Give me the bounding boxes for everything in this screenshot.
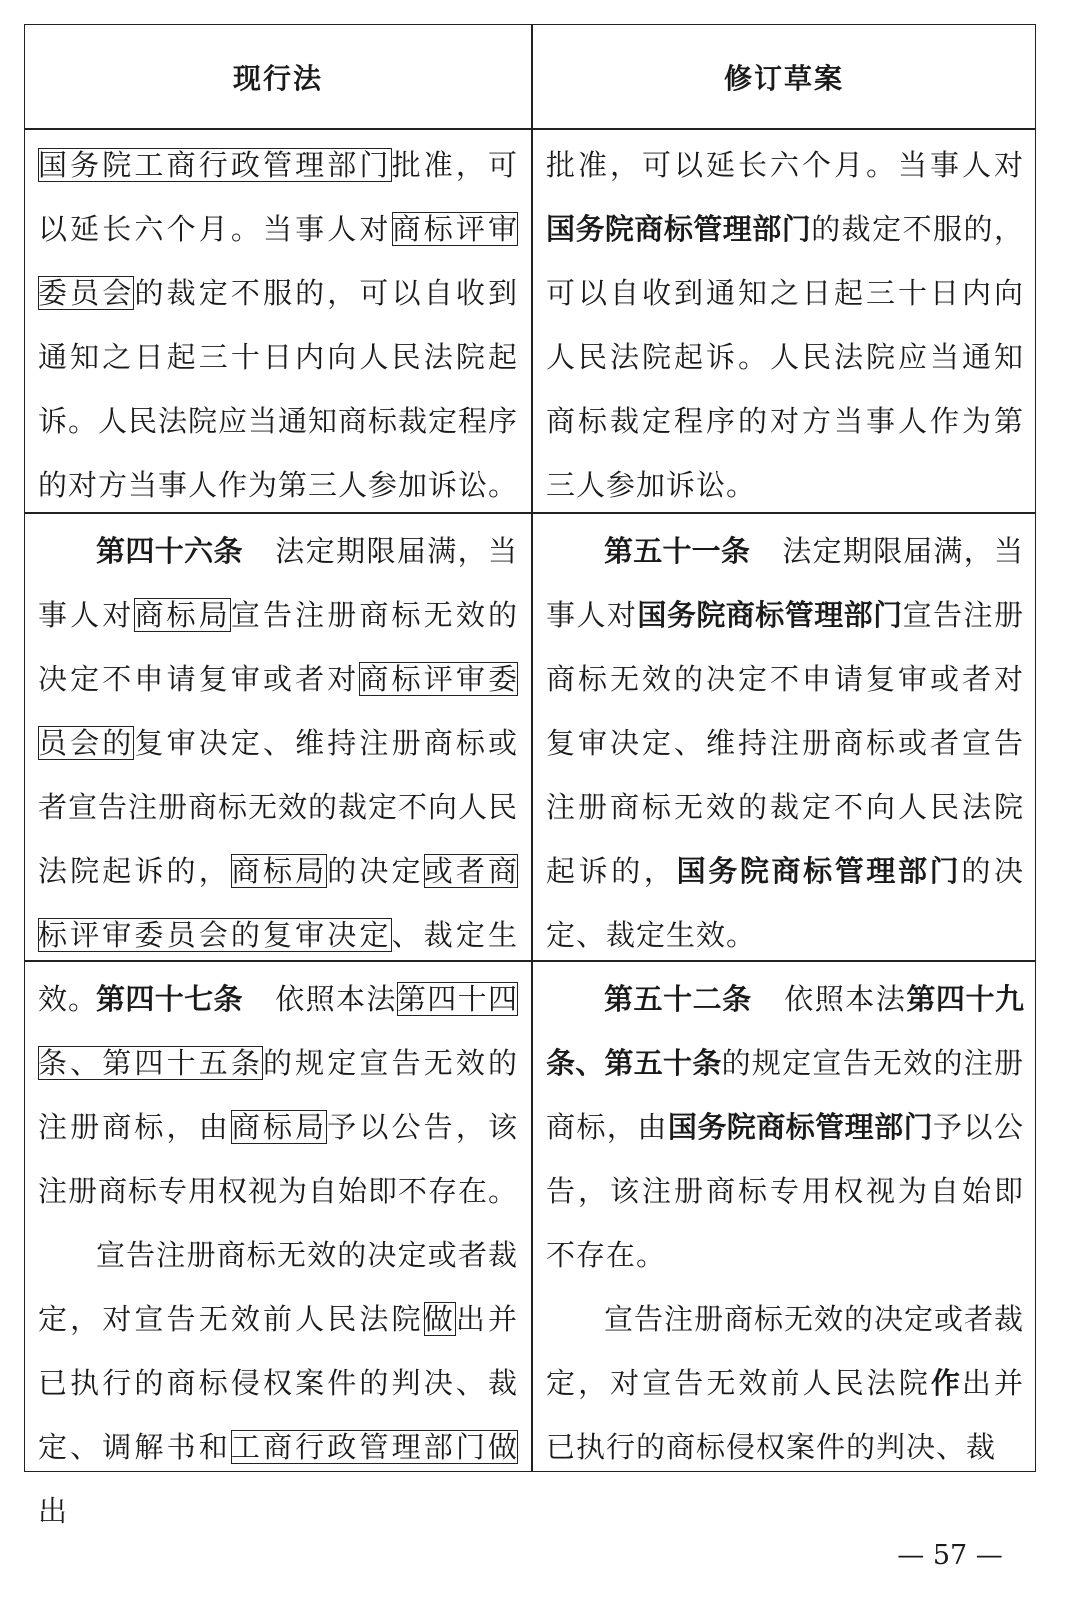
page-number: — 57 —: [897, 1540, 1003, 1571]
text-run: 的决定、裁定生效。: [546, 854, 1024, 952]
boxed-text: 或者商标评审委员会的复审决定: [38, 854, 518, 952]
text-run: 的规定宣告无效的注册商标，由: [546, 1046, 1024, 1144]
boxed-text: 做: [423, 1302, 456, 1336]
boxed-text: 商标局: [134, 598, 231, 632]
row1-current-law-cell: [25, 133, 531, 517]
text-run: 的规定宣告无效的注册商标，由: [38, 1046, 518, 1144]
text-run: 宣告注册商标无效的决定不申请复审或者对复审决定、维持注册商标或者宣告注册商标无效的裁定不向人民法院起诉的，: [546, 598, 1024, 888]
article-number: 第四十七条: [96, 982, 243, 1016]
bold-text: 第四十九条、第五十条: [546, 982, 1024, 1080]
row2-right-paragraph: [546, 519, 1024, 967]
text-run: 出并已执行的商标侵权案件的判决、裁: [546, 1366, 1024, 1464]
text-run: 的裁定不服的，可以自收到通知之日起三十日内向人民法院起诉。人民法院应当通知商标裁定程序的对方当事人作为第三人参加诉讼。: [38, 276, 519, 502]
bold-text: 国务院商标管理部门: [637, 598, 903, 632]
text-run: 批准，可以延长六个月。当事人对: [38, 148, 518, 246]
comparison-table: [24, 24, 1036, 1528]
bold-text: 国务院商标管理部门: [676, 854, 962, 888]
text-run: 出并已执行的商标侵权案件的判决、裁定、调解书和: [38, 1302, 518, 1464]
text-run: 宣告注册商标无效的决定不申请复审或者对: [38, 598, 518, 696]
row1-left-paragraph: [38, 133, 518, 517]
text-run: 宣告注册商标无效的决定或者裁定，对宣告无效前人民法院: [546, 1302, 1025, 1400]
text-run: 予以公告，该注册商标专用权视为自始即不存在。: [546, 1110, 1024, 1272]
text-run: 法定期限届满，当事人对: [546, 534, 1024, 632]
bold-text: 作: [930, 1366, 962, 1400]
row3-right-paragraph-2: [546, 1287, 1024, 1479]
bold-text: 国务院商标管理部门: [667, 1110, 934, 1144]
row3-draft-cell: [533, 967, 1037, 1479]
text-run: 予以公告，该注册商标专用权视为自始即不存在。: [38, 1110, 519, 1208]
text-run: 批准，可以延长六个月。当事人对: [546, 148, 1024, 182]
text-run: 依照本法: [783, 982, 907, 1016]
boxed-text: 第四十四条、第四十五条: [38, 982, 518, 1080]
boxed-text: 商标评审委员会的: [38, 662, 518, 760]
text-run: 的决定: [327, 854, 424, 888]
boxed-text: 工商行政管理部门做: [230, 1430, 518, 1464]
text-run: 法定期限届满，当事人对: [38, 534, 518, 632]
text-run: 的裁定不服的，可以自收到通知之日起三十日内向人民法院起诉。人民法院应当通知商标裁定程序的对方当事人作为第三人参加诉讼。: [546, 212, 1024, 502]
article-number: 第四十六条: [96, 534, 243, 568]
boxed-text: 商标局: [230, 1110, 328, 1144]
row3-right-paragraph-1: [546, 967, 1024, 1287]
row1-draft-cell: [533, 133, 1037, 517]
column-header-draft-revision: 修订草案: [723, 62, 844, 95]
text-run: 复审决定、维持注册商标或者宣告注册商标无效的裁定不向人民法院起诉的，: [38, 726, 519, 888]
row3-current-law-cell: [25, 967, 531, 1543]
column-header-current-law: 现行法: [232, 62, 323, 95]
row2-left-paragraph: [38, 519, 518, 1031]
boxed-text: 国务院工商行政管理部门: [38, 148, 392, 182]
boxed-text: 商标局: [230, 854, 328, 888]
row3-left-paragraph-2: [38, 1223, 518, 1543]
row1-right-paragraph: [546, 133, 1024, 517]
text-run: 依照本法: [274, 982, 397, 1016]
text-run: 宣告注册商标无效的决定或者裁定，对宣告无效前人民法院: [38, 1238, 518, 1336]
article-number: 第五十二条: [604, 982, 752, 1016]
row3-left-paragraph-1: [38, 967, 518, 1223]
row2-draft-cell: [533, 519, 1037, 967]
bold-text: 国务院商标管理部门: [546, 212, 812, 246]
boxed-text: 商标评审委员会: [38, 212, 518, 310]
text-run: 、裁定生效。: [38, 918, 518, 1016]
text-run: 出: [38, 1494, 69, 1528]
row2-current-law-cell: [25, 519, 531, 1031]
article-number: 第五十一条: [604, 534, 751, 568]
